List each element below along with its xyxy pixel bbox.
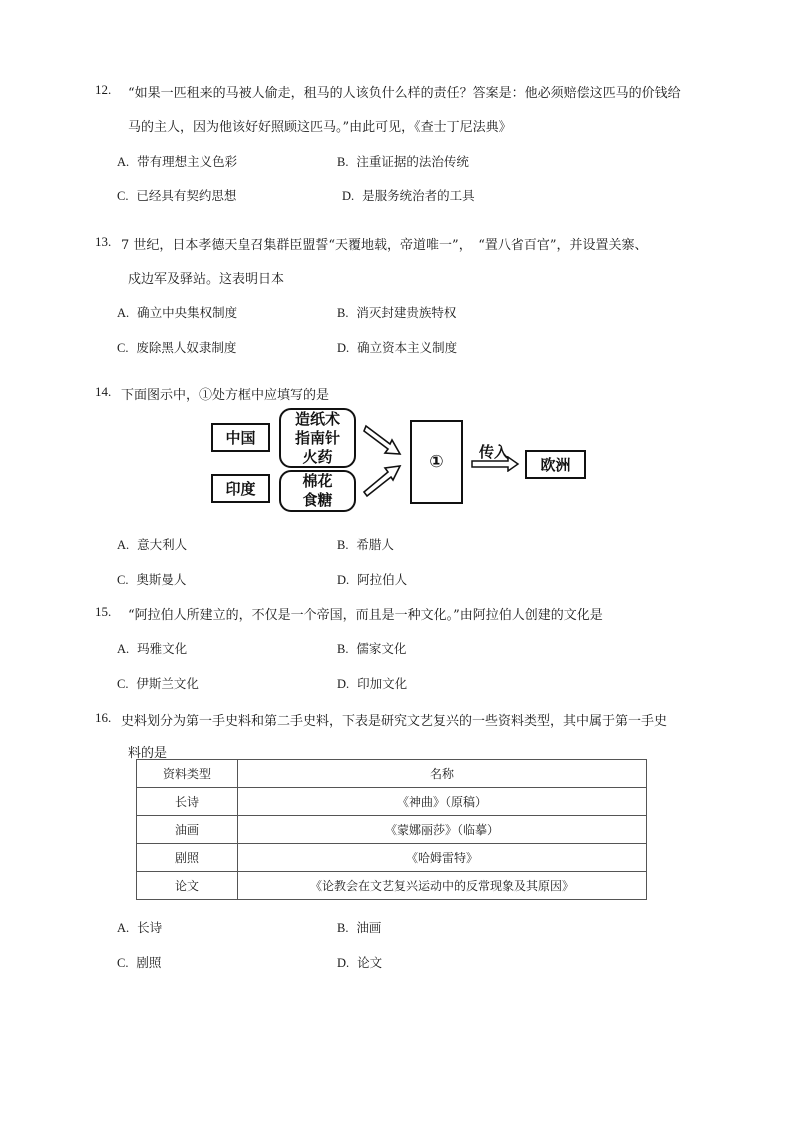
q12-stem-line1: “如果一匹租来的马被人偷走，租马的人该负什么样的责任？答案是：他必须赔偿这匹马的价钱给	[128, 86, 681, 101]
blank-box: ①	[410, 420, 463, 504]
table-cell-name: 《蒙娜丽莎》（临摹）	[238, 816, 647, 844]
q14-option-a[interactable]: A. 意大利人	[117, 537, 188, 552]
india-item-cotton: 棉花	[302, 472, 333, 490]
q16-option-a[interactable]: A. 长诗	[117, 920, 163, 935]
q13-option-c[interactable]: C. 废除黑人奴隶制度	[117, 340, 237, 355]
q13-stem-line1: 7 世纪，日本孝德天皇召集群臣盟誓“天覆地载，帝道唯一”， “置八省百官”，并设置关寨、	[121, 238, 648, 253]
table-cell-name: 《论教会在文艺复兴运动中的反常现象及其原因》	[238, 872, 647, 900]
table-cell-type: 油画	[137, 816, 238, 844]
q15-option-a[interactable]: A. 玛雅文化	[117, 641, 188, 656]
table-cell-type: 论文	[137, 872, 238, 900]
q14-option-d[interactable]: D. 阿拉伯人	[337, 572, 408, 587]
china-box: 中国	[211, 423, 270, 452]
arrows-to-blank	[360, 420, 408, 500]
arrow-up-right-icon	[364, 466, 400, 496]
table-cell-name: 《哈姆雷特》	[238, 844, 647, 872]
q16-stem-line1: 史料划分为第一手史料和第二手史料，下表是研究文艺复兴的一些资料类型，其中属于第一手史	[121, 714, 668, 729]
q14-stem-line1: 下面图示中，①处方框中应填写的是	[121, 388, 330, 403]
q14-number: 14.	[95, 384, 112, 399]
china-items-box	[279, 408, 356, 468]
china-item-compass: 指南针	[294, 428, 340, 447]
table-cell-type: 剧照	[137, 844, 238, 872]
q13-stem-line2: 戍边军及驿站。这表明日本	[128, 272, 285, 287]
table-header-row	[137, 760, 647, 788]
china-item-paper: 造纸术	[294, 409, 340, 428]
india-items-box	[279, 470, 356, 512]
q15-option-b[interactable]: B. 儒家文化	[337, 641, 407, 656]
india-item-sugar: 食糖	[302, 491, 333, 509]
q13-option-d[interactable]: D. 确立资本主义制度	[337, 340, 458, 355]
india-box: 印度	[211, 474, 270, 503]
q16-number: 16.	[95, 710, 112, 725]
transfer-label: 传入	[479, 443, 510, 461]
q12-option-b[interactable]: B. 注重证据的法治传统	[337, 154, 469, 169]
q12-number: 12.	[95, 82, 112, 97]
table-row	[137, 872, 647, 900]
q14-option-c[interactable]: C. 奥斯曼人	[117, 572, 187, 587]
q13-option-a[interactable]: A. 确立中央集权制度	[117, 305, 238, 320]
table-cell-name: 《神曲》（原稿）	[238, 788, 647, 816]
china-item-gunpowder: 火药	[302, 447, 333, 466]
q15-option-d[interactable]: D. 印加文化	[337, 676, 408, 691]
table-row	[137, 788, 647, 816]
q12-stem-line2: 马的主人，因为他该好好照顾这匹马。”由此可见，《查士丁尼法典》	[128, 120, 512, 135]
q12-option-c[interactable]: C. 已经具有契约思想	[117, 188, 237, 203]
q15-number: 15.	[95, 604, 112, 619]
table-row	[137, 844, 647, 872]
q16-stem-line2: 料的是	[128, 746, 168, 761]
table-row	[137, 816, 647, 844]
q13-option-b[interactable]: B. 消灭封建贵族特权	[337, 305, 457, 320]
q13-number: 13.	[95, 234, 112, 249]
arrow-down-right-icon	[364, 426, 400, 454]
q16-option-d[interactable]: D. 论文	[337, 955, 383, 970]
q12-option-d[interactable]: D. 是服务统治者的工具	[342, 188, 475, 203]
q16-option-b[interactable]: B. 油画	[337, 920, 382, 935]
q12-option-a[interactable]: A. 带有理想主义色彩	[117, 154, 238, 169]
table-header-type: 资料类型	[137, 760, 238, 788]
transfer-arrow-icon	[470, 456, 520, 472]
q14-option-b[interactable]: B. 希腊人	[337, 537, 394, 552]
table-header-name: 名称	[238, 760, 647, 788]
europe-box: 欧洲	[525, 450, 586, 479]
q15-stem-line1: “阿拉伯人所建立的，不仅是一个帝国，而且是一种文化。”由阿拉伯人创建的文化是	[128, 608, 603, 623]
table-cell-type: 长诗	[137, 788, 238, 816]
q15-option-c[interactable]: C. 伊斯兰文化	[117, 676, 199, 691]
q16-option-c[interactable]: C. 剧照	[117, 955, 162, 970]
source-table	[136, 759, 647, 900]
